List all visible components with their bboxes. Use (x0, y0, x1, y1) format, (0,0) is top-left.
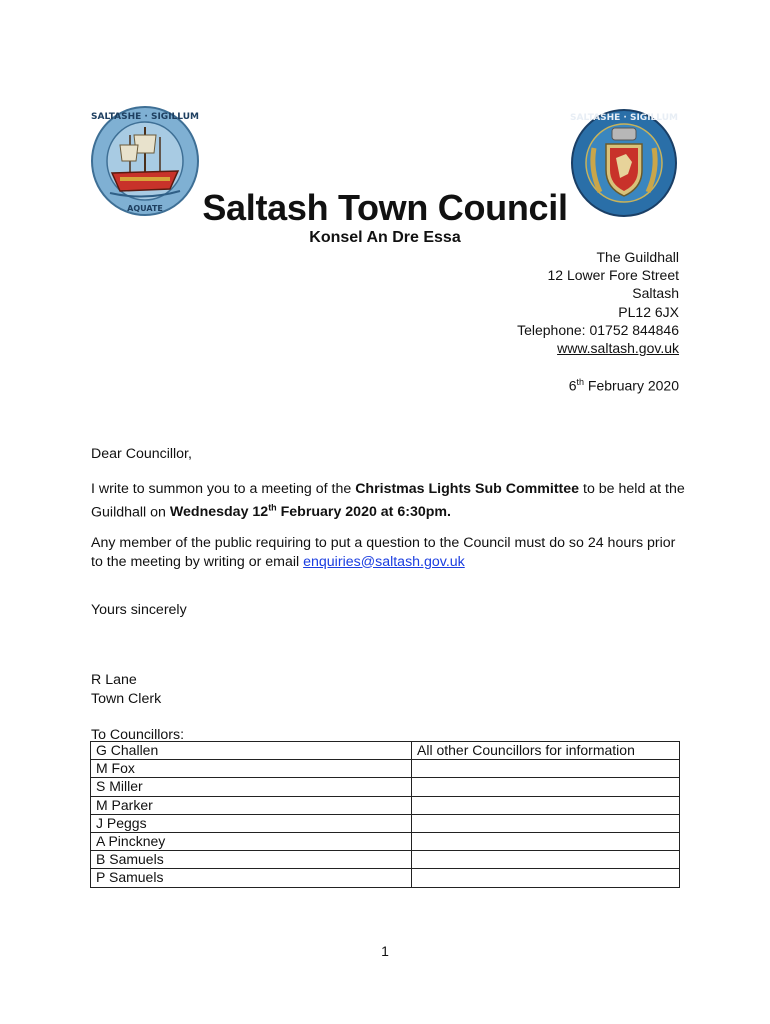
empty-cell (412, 832, 680, 850)
table-row (91, 869, 680, 887)
signer-name: R Lane (91, 672, 137, 688)
empty-cell (412, 869, 680, 887)
table-row (91, 832, 680, 850)
page-number: 1 (381, 943, 389, 959)
address-telephone: Telephone: 01752 844846 (517, 321, 679, 338)
svg-text:SALTASHE · SIGILLUM: SALTASHE · SIGILLUM (91, 112, 199, 122)
address-block (517, 248, 679, 357)
public-question-text: Any member of the public requiring to put a question to the Council must do so 24 hours prior to the meeting by writing or email (91, 535, 676, 570)
councillor-name: A Pinckney (91, 832, 412, 850)
empty-cell (412, 851, 680, 869)
table-row (91, 796, 680, 814)
councillor-name: S Miller (91, 778, 412, 796)
empty-cell (412, 796, 680, 814)
to-councillors-label: To Councillors: (91, 727, 185, 743)
meeting-date (170, 504, 451, 520)
date-rest: February 2020 (584, 377, 679, 394)
committee-name: Christmas Lights Sub Committee (355, 481, 580, 497)
meeting-day: Wednesday 12 (169, 504, 269, 521)
address-line: The Guildhall (596, 249, 679, 265)
council-cornish-subtitle: Konsel An Dre Essa (309, 229, 461, 246)
councillor-name: M Fox (91, 760, 412, 778)
website-link[interactable]: www.saltash.gov.uk (557, 340, 679, 357)
closing: Yours sincerely (91, 602, 187, 618)
address-postcode: PL12 6JX (618, 303, 679, 320)
table-row (91, 742, 680, 760)
date-suffix: th (576, 377, 585, 387)
councillors-table (90, 741, 680, 888)
summons-text: to be held at the Guildhall on (91, 481, 685, 521)
summons-paragraph (91, 480, 691, 522)
councillor-name: M Parker (91, 796, 412, 814)
meeting-day-suffix: th (268, 502, 277, 513)
table-row (91, 778, 680, 796)
signer-title: Town Clerk (91, 691, 162, 707)
svg-text:SALTASHE · SIGILLUM: SALTASHE · SIGILLUM (570, 113, 678, 123)
councillor-name: G Challen (91, 742, 412, 760)
svg-text:AQUATE: AQUATE (127, 204, 163, 213)
councillor-name: P Samuels (91, 869, 412, 887)
salutation: Dear Councillor, (91, 446, 192, 462)
public-question-paragraph (91, 534, 691, 571)
other-councillors-note: All other Councillors for information (412, 742, 680, 760)
meeting-time: February 2020 at 6:30pm. (276, 504, 451, 521)
address-line: Saltash (632, 285, 679, 302)
council-title: Saltash Town Council (202, 187, 568, 228)
table-row (91, 814, 680, 832)
empty-cell (412, 814, 680, 832)
empty-cell (412, 760, 680, 778)
table-row (91, 851, 680, 869)
empty-cell (412, 778, 680, 796)
enquiries-email-link[interactable]: enquiries@saltash.gov.uk (303, 553, 465, 570)
table-row (91, 760, 680, 778)
councillor-name: J Peggs (91, 814, 412, 832)
address-line: 12 Lower Fore Street (547, 267, 679, 284)
date-day: 6 (568, 377, 577, 394)
councillor-name: B Samuels (91, 851, 412, 869)
letter-date (569, 373, 679, 395)
summons-text: I write to summon you to a meeting of the (91, 481, 356, 497)
